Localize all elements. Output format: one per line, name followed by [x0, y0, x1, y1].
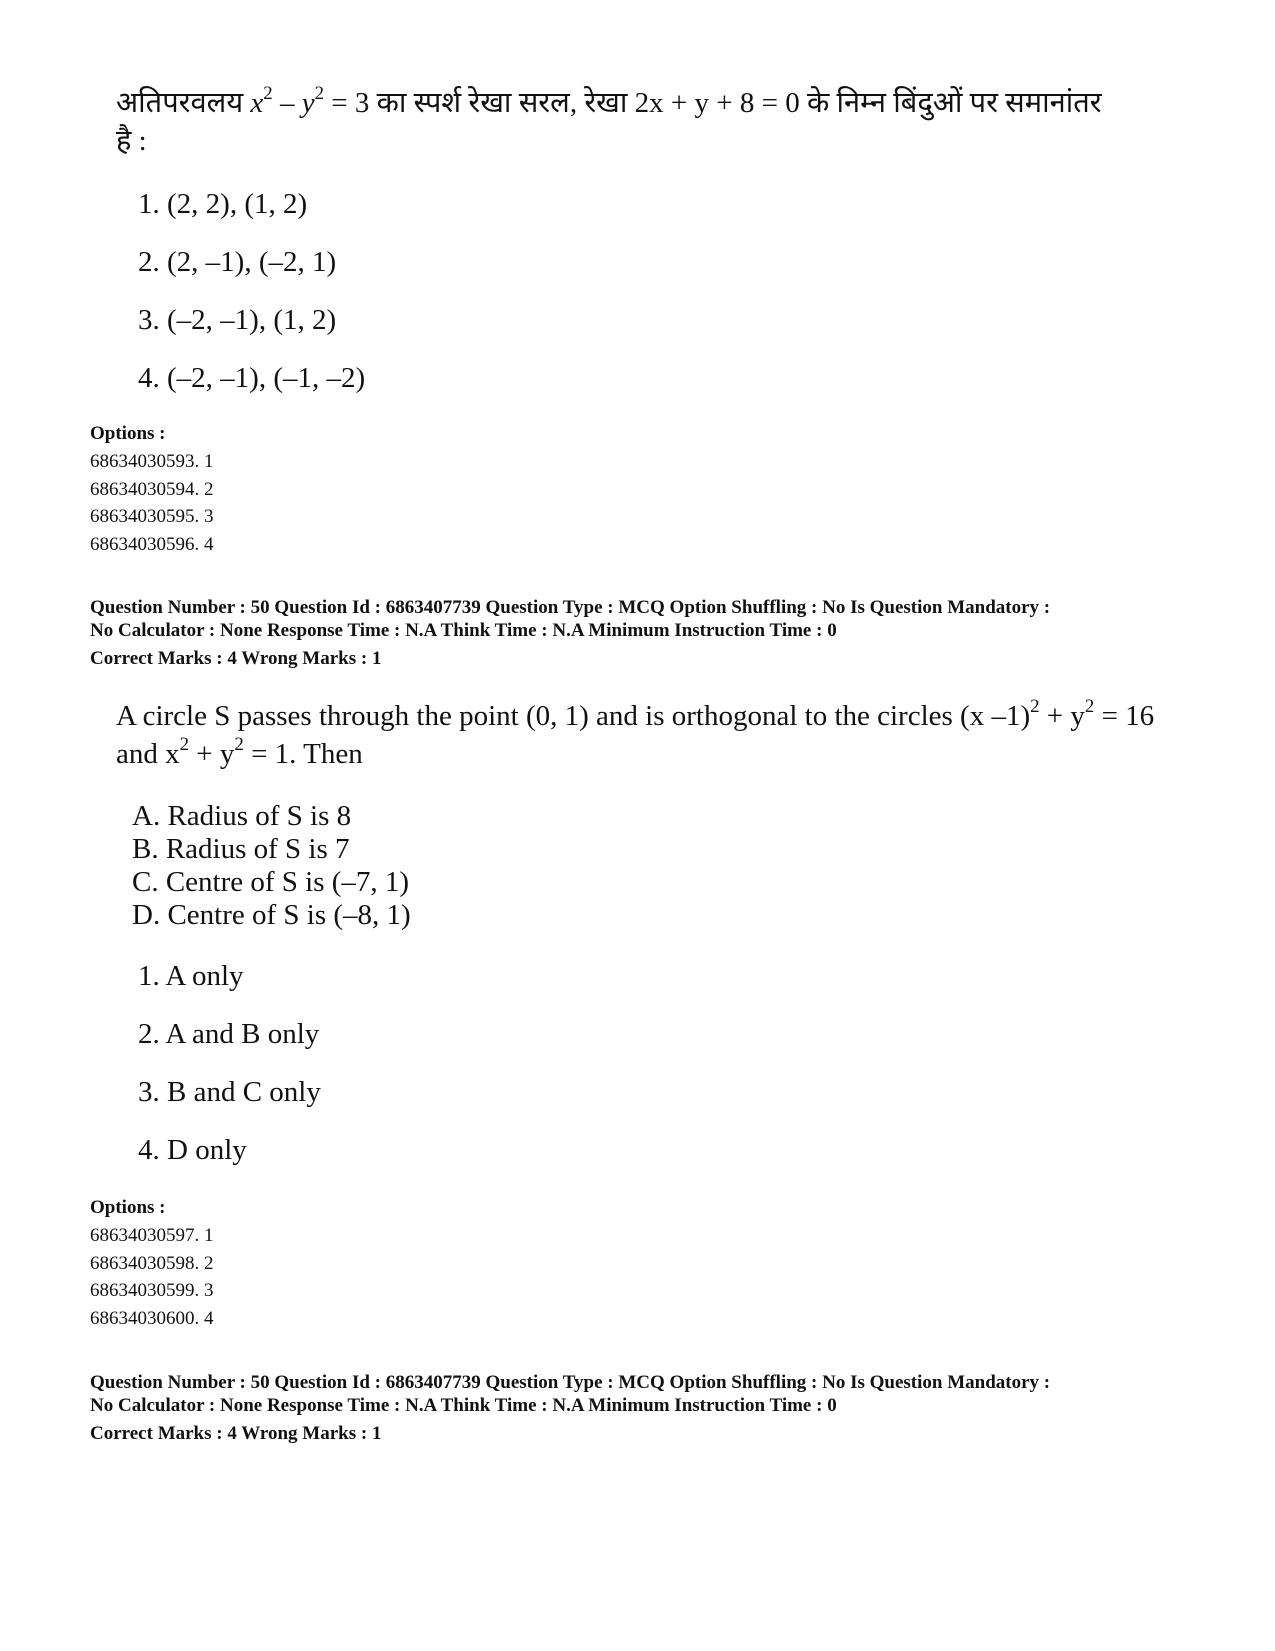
question-text: [116, 84, 1102, 122]
option-id: 68634030594. 2: [90, 479, 214, 500]
exponent: 2: [314, 83, 324, 105]
option-id: 68634030600. 4: [90, 1308, 214, 1329]
choice: 4. D only: [138, 1134, 247, 1166]
exponent: 2: [1084, 696, 1095, 718]
equation: 2x + y + 8 = 0: [634, 87, 800, 119]
question-text: [116, 697, 1154, 735]
option-id: 68634030597. 1: [90, 1225, 214, 1246]
option-id: 68634030593. 1: [90, 451, 214, 472]
exponent: 2: [263, 83, 273, 105]
statement: D. Centre of S is (–8, 1): [132, 899, 411, 931]
question-meta: No Calculator : None Response Time : N.A Think Time : N.A Minimum Instruction Time : 0: [90, 1395, 837, 1416]
question-text-part: = 16: [1094, 700, 1155, 732]
option-id: 68634030595. 3: [90, 506, 214, 527]
exponent: 2: [1030, 696, 1040, 718]
question-meta: No Calculator : None Response Time : N.A Think Time : N.A Minimum Instruction Time : 0: [90, 620, 837, 641]
equation: = 3: [323, 87, 370, 119]
exponent: 2: [234, 734, 244, 756]
marks-info: Correct Marks : 4 Wrong Marks : 1: [90, 648, 382, 669]
option-id: 68634030598. 2: [90, 1253, 214, 1274]
choice: 3. (–2, –1), (1, 2): [138, 304, 337, 336]
options-label: Options :: [90, 1197, 166, 1218]
question-text-part: = 1. Then: [243, 738, 363, 770]
question-text-part: का स्पर्श रेखा सरल, रेखा: [369, 87, 635, 119]
question-text-part: + y: [1039, 700, 1085, 732]
question-text-part: + y: [189, 738, 235, 770]
question-text-part: A circle S passes through the point (0, 1) and is orthogonal to the circles (x –1): [116, 700, 1031, 732]
statement: C. Centre of S is (–7, 1): [132, 866, 410, 898]
question-text-line2: है :: [116, 125, 147, 157]
question-text-part: के निम्न बिंदुओं पर समानांतर: [799, 87, 1102, 119]
statement: A. Radius of S is 8: [132, 800, 352, 832]
question-meta: Question Number : 50 Question Id : 6863407739 Question Type : MCQ Option Shuffling : No Is Question Mandatory :: [90, 1372, 1051, 1393]
options-label: Options :: [90, 423, 166, 444]
choice: 1. A only: [138, 960, 244, 992]
question-text-part: अतिपरवलय: [116, 87, 251, 119]
equation: x: [250, 87, 264, 119]
question-text-part: and x: [116, 738, 180, 770]
exponent: 2: [179, 734, 190, 756]
choice: 3. B and C only: [138, 1076, 321, 1108]
choice: 2. (2, –1), (–2, 1): [138, 246, 337, 278]
marks-info: Correct Marks : 4 Wrong Marks : 1: [90, 1423, 382, 1444]
choice: 2. A and B only: [138, 1018, 320, 1050]
statement: B. Radius of S is 7: [132, 833, 350, 865]
option-id: 68634030596. 4: [90, 534, 214, 555]
question-meta: Question Number : 50 Question Id : 6863407739 Question Type : MCQ Option Shuffling : No Is Question Mandatory :: [90, 597, 1051, 618]
equation: – y: [272, 87, 315, 119]
question-text-line2: [116, 735, 363, 773]
choice: 1. (2, 2), (1, 2): [138, 188, 308, 220]
option-id: 68634030599. 3: [90, 1280, 214, 1301]
choice: 4. (–2, –1), (–1, –2): [138, 362, 366, 394]
